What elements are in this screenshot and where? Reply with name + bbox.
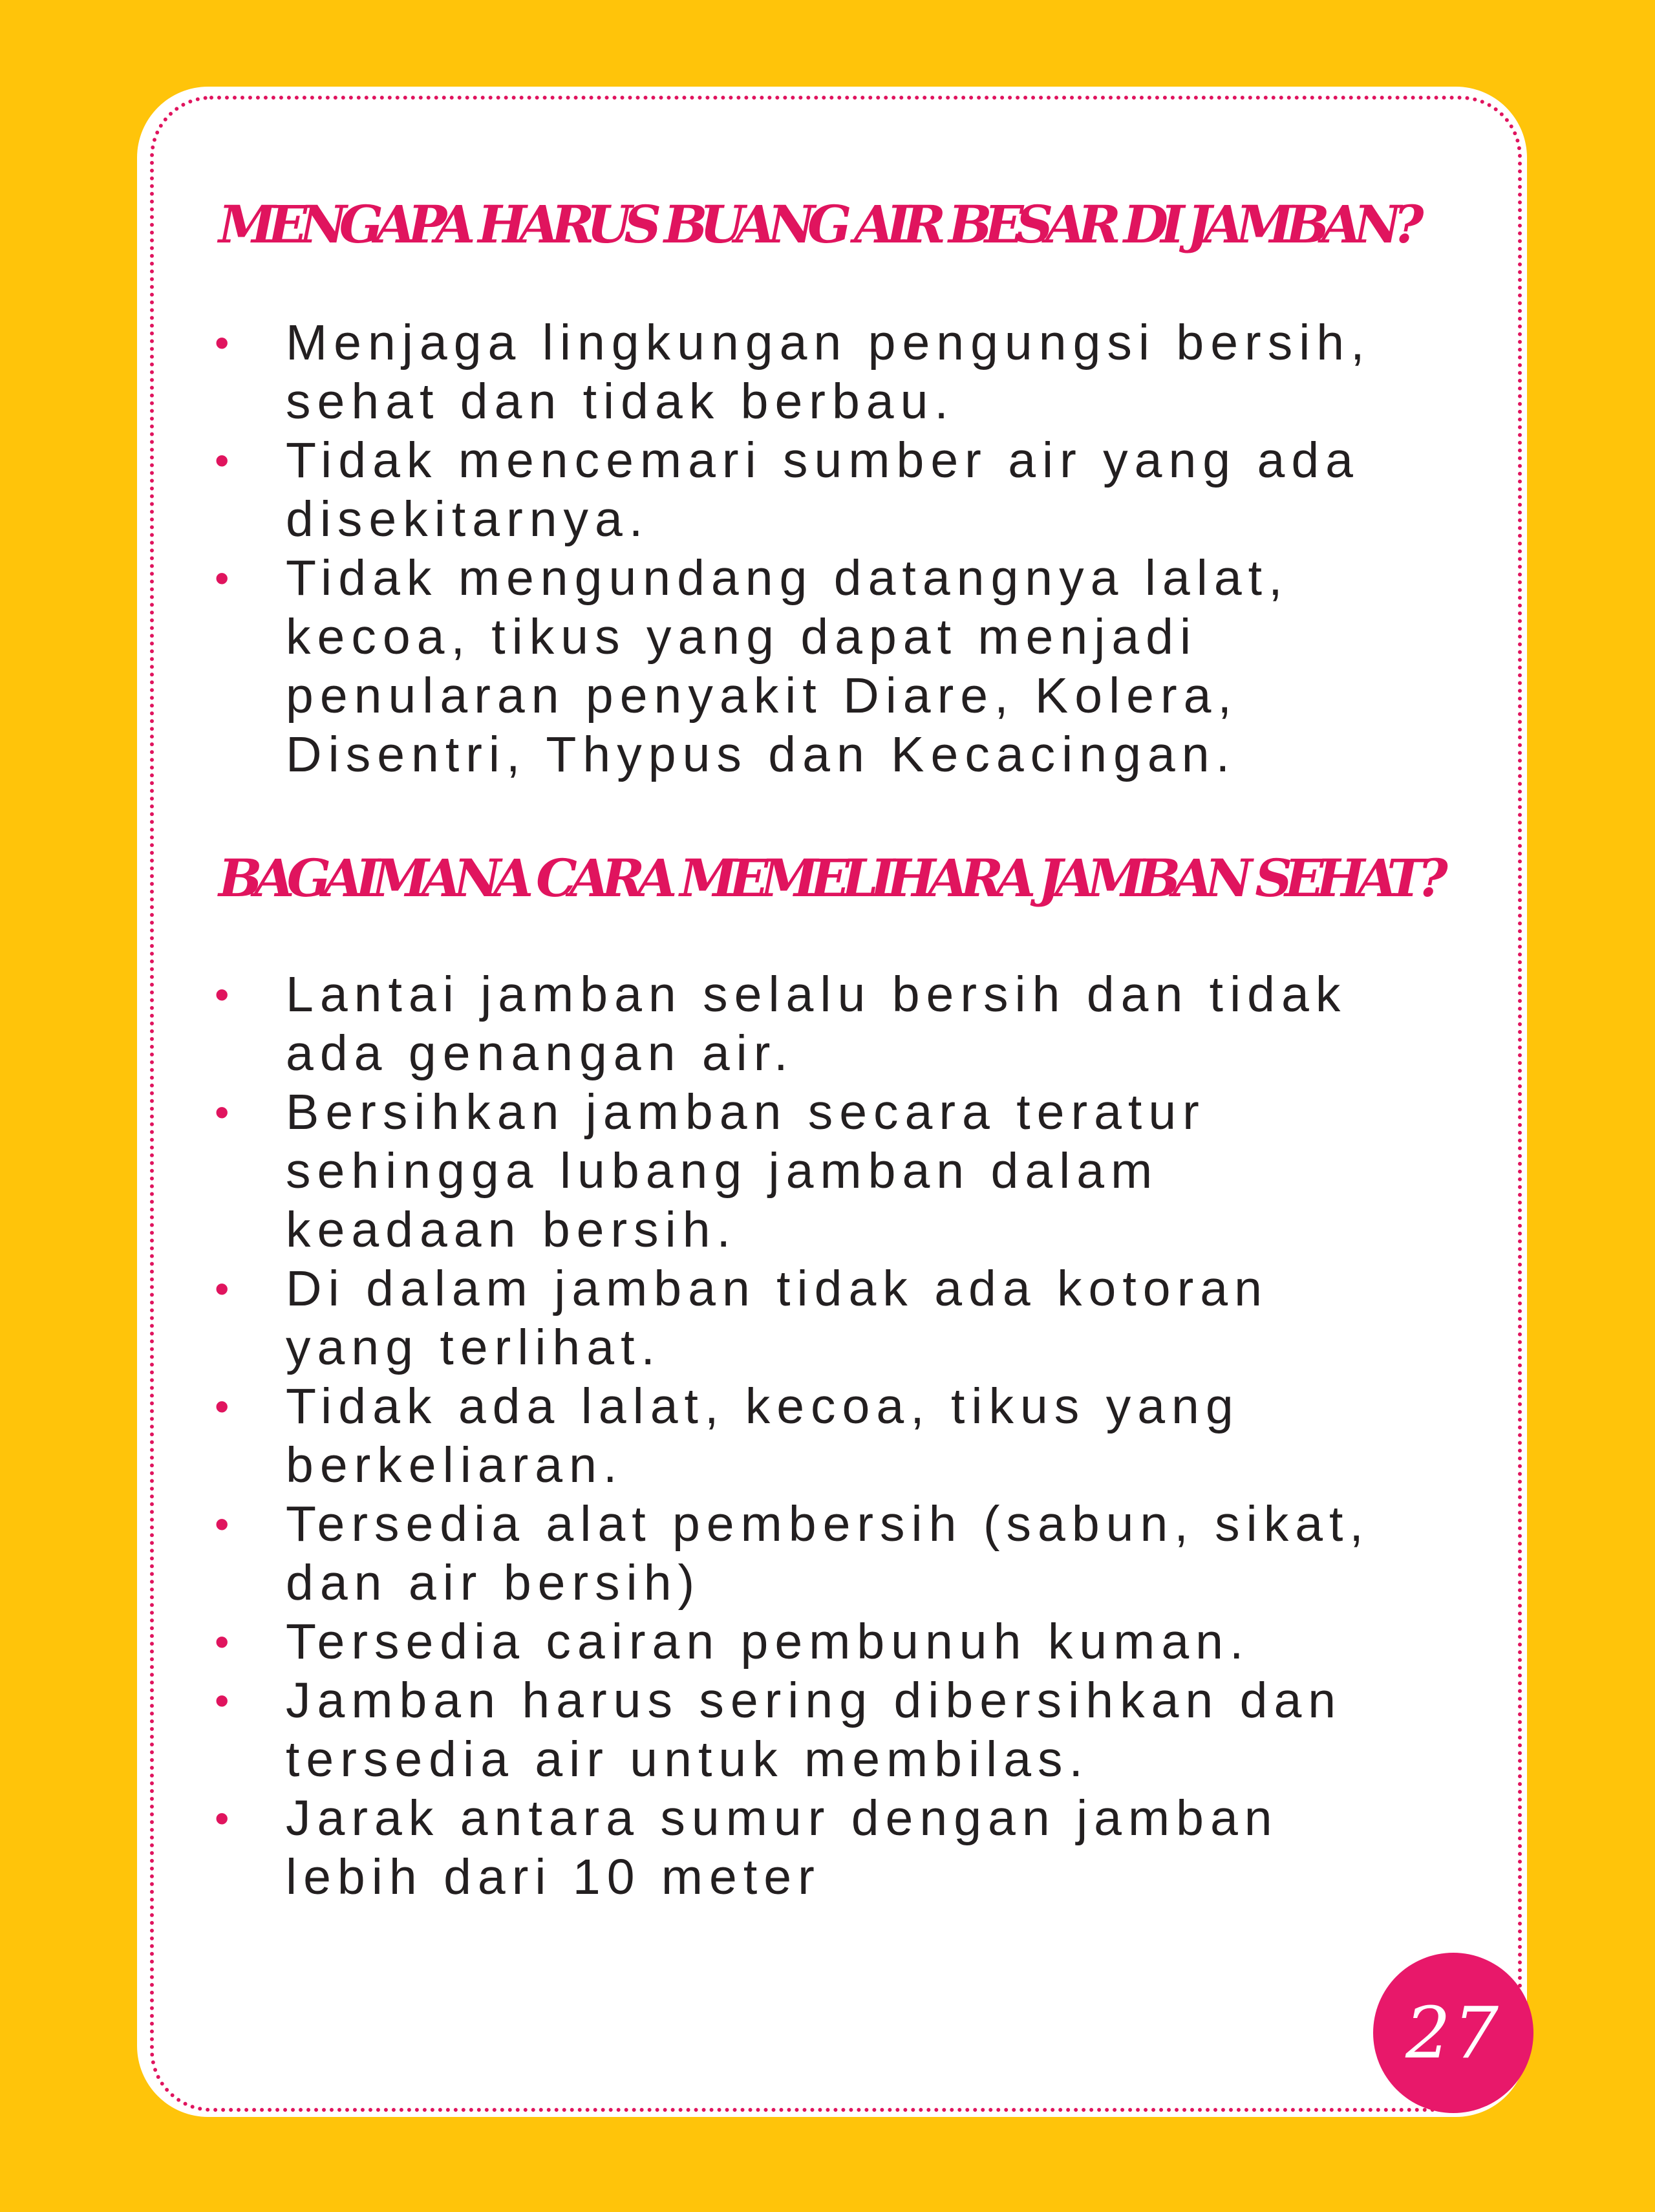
list-item xyxy=(215,549,1508,784)
bullet-icon: • xyxy=(215,1383,230,1430)
section-heading-how: BAGAIMANA CARA MEMELIHARA JAMBAN SEHAT? xyxy=(219,848,1440,908)
list-item-text: Tidak mengundang datangnya lalat, kecoa, tikus yang dapat menjadi penularan penyakit Diare, Kolera, Disentri, Thypus dan Kecacingan. xyxy=(286,550,1289,782)
list-item xyxy=(215,1083,1508,1260)
page-number-badge: 27 xyxy=(1373,1953,1533,2113)
list-item xyxy=(215,1495,1508,1613)
list-item-text: Jamban harus sering dibersihkan dan tersedia air untuk membilas. xyxy=(286,1673,1343,1787)
list-item-text: Tidak ada lalat, kecoa, tikus yang berkeliaran. xyxy=(286,1379,1240,1493)
list-item-text: Bersihkan jamban secara teratur sehingga lubang jamban dalam keadaan bersih. xyxy=(286,1084,1206,1258)
maintenance-list xyxy=(215,965,1508,1907)
bullet-icon: • xyxy=(215,1089,230,1135)
list-item xyxy=(215,1377,1508,1495)
bullet-icon: • xyxy=(215,971,230,1018)
bullet-icon: • xyxy=(215,555,230,601)
list-item xyxy=(215,1789,1508,1907)
list-item-text: Tersedia alat pembersih (sabun, sikat, dan air bersih) xyxy=(286,1496,1370,1611)
bullet-icon: • xyxy=(215,1501,230,1547)
list-item-text: Di dalam jamban tidak ada kotoran yang terlihat. xyxy=(286,1261,1268,1375)
list-item-text: Jarak antara sumur dengan jamban lebih dari 10 meter xyxy=(286,1790,1279,1905)
bullet-icon: • xyxy=(215,319,230,366)
bullet-icon: • xyxy=(215,1677,230,1724)
bullet-icon: • xyxy=(215,1618,230,1665)
list-item xyxy=(215,1260,1508,1377)
list-item xyxy=(215,1613,1508,1671)
list-item-text: Menjaga lingkungan pengungsi bersih, sehat dan tidak berbau. xyxy=(286,315,1371,429)
section-heading-why: MENGAPA HARUS BUANG AIR BESAR DI JAMBAN? xyxy=(219,194,1416,255)
reasons-list xyxy=(215,314,1508,784)
bullet-icon: • xyxy=(215,1795,230,1842)
list-item-text: Tidak mencemari sumber air yang ada disekitarnya. xyxy=(286,433,1360,547)
list-item xyxy=(215,314,1508,431)
list-item xyxy=(215,1671,1508,1789)
list-item xyxy=(215,431,1508,549)
bullet-icon: • xyxy=(215,1265,230,1312)
list-item-text: Tersedia cairan pembunuh kuman. xyxy=(286,1614,1250,1670)
list-item-text: Lantai jamban selalu bersih dan tidak ada genangan air. xyxy=(286,967,1347,1081)
bullet-icon: • xyxy=(215,437,230,484)
list-item xyxy=(215,965,1508,1083)
